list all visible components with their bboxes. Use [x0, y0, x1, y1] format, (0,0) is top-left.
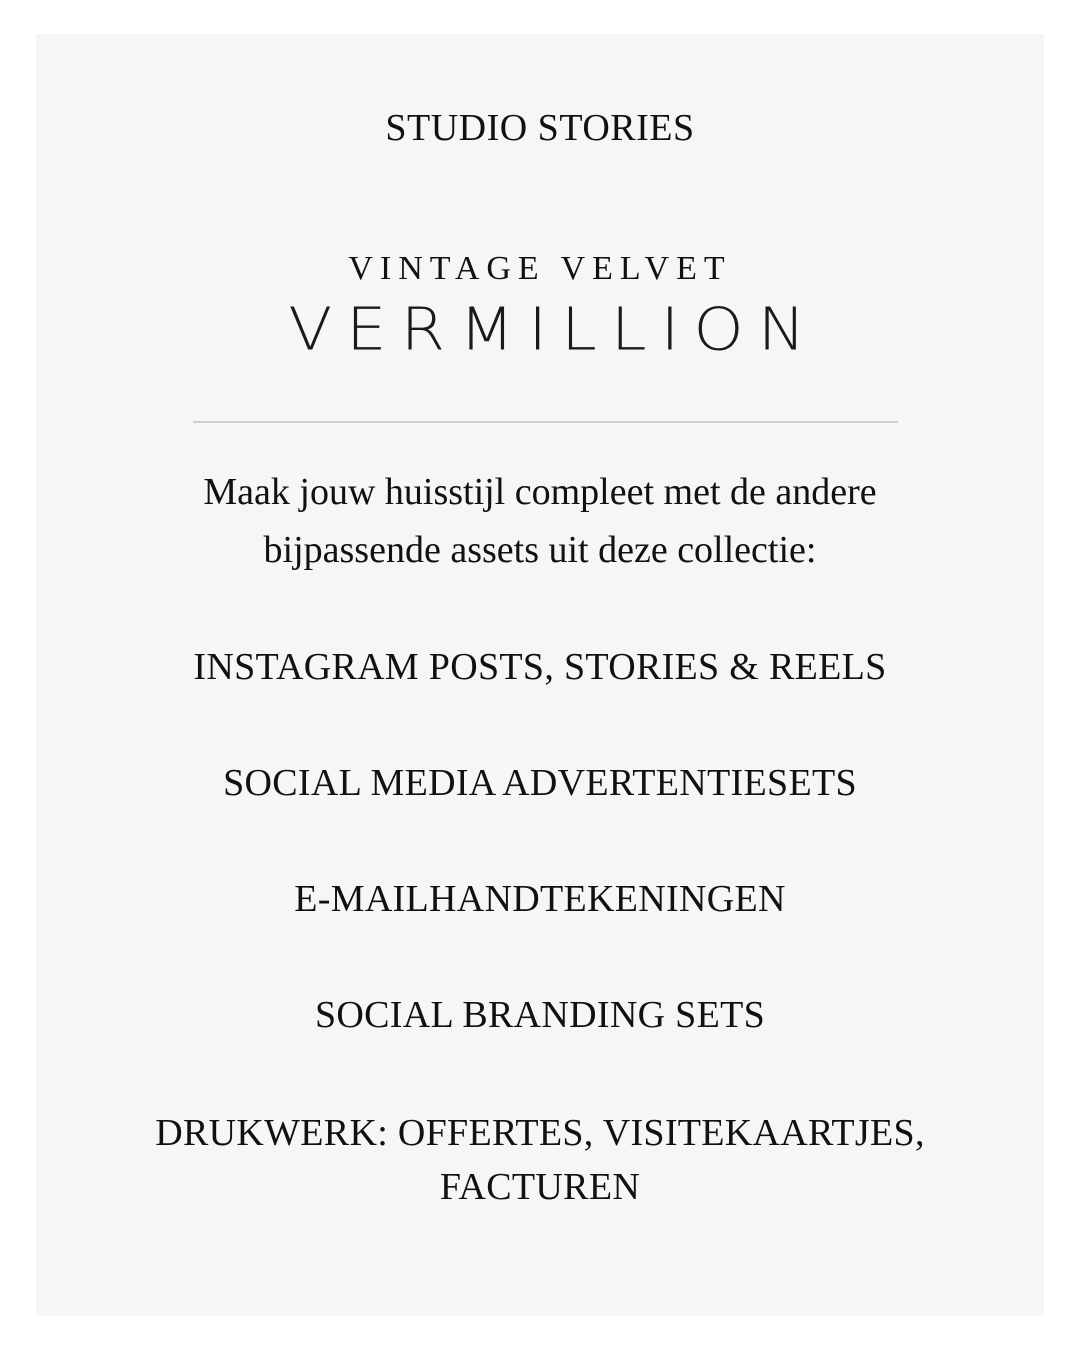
asset-item-social-branding: SOCIAL BRANDING SETS [314, 994, 766, 1036]
collection-title [0, 290, 1080, 370]
divider [193, 421, 898, 423]
asset-item-print-line-2: FACTUREN [439, 1166, 641, 1208]
collection-subtitle: VINTAGE VELVET [348, 250, 732, 287]
asset-item-print [100, 1106, 980, 1214]
intro-line-1: Maak jouw huisstijl compleet met de andere [203, 471, 877, 513]
asset-item-ads: SOCIAL MEDIA ADVERTENTIESETS [223, 762, 857, 804]
asset-item-email-signatures: E-MAILHANDTEKENINGEN [294, 878, 786, 920]
intro-text [120, 463, 960, 579]
collection-title-text: VERMILLION [288, 295, 820, 365]
asset-item-instagram: INSTAGRAM POSTS, STORIES & REELS [193, 646, 887, 688]
intro-line-2: bijpassende assets uit deze collectie: [263, 529, 817, 571]
asset-item-print-line-1: DRUKWERK: OFFERTES, VISITEKAARTJES, [155, 1112, 925, 1154]
brand-name: STUDIO STORIES [385, 107, 695, 149]
